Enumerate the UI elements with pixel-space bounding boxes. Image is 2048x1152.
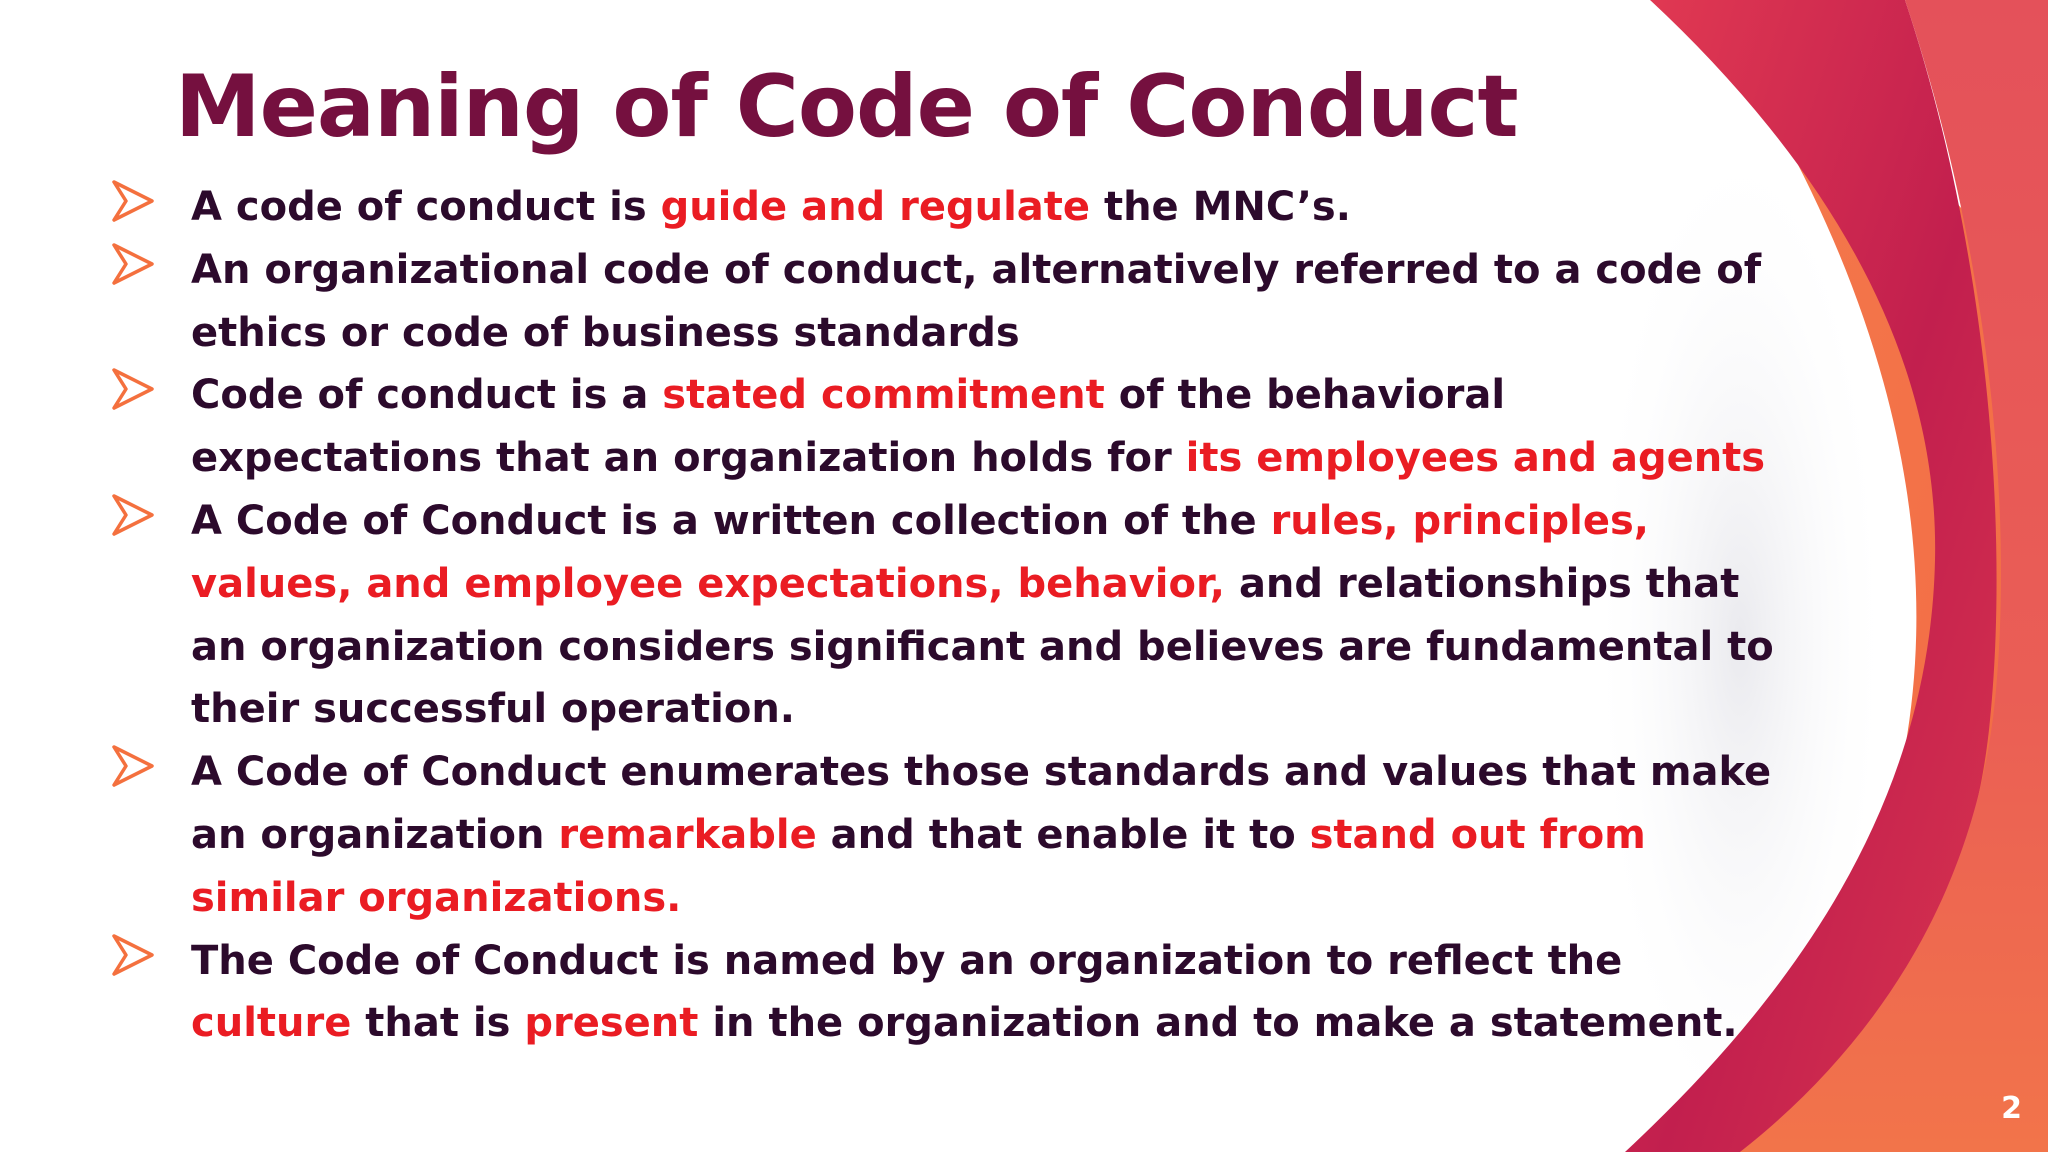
highlighted-text: remarkable [558,811,817,858]
arrow-bullet-icon [110,743,156,789]
highlighted-text: stand out from similar organizations. [191,811,1646,921]
bullet-text: The Code of Conduct is named by an organization to reflect the [191,937,1623,984]
list-item [0,930,1791,1056]
highlighted-text: stated commitment [662,372,1105,419]
bullet-text: A code of conduct is [191,184,661,230]
page-title: Meaning of Code of Conduct [175,57,1518,157]
arrow-bullet-icon [110,366,156,412]
slide-number: 2 [2001,1091,2022,1126]
bullet-text: in the organization and to make a statement. [698,1000,1738,1047]
bullet-text: that is [351,1000,525,1047]
arrow-bullet-icon [110,178,156,224]
bullet-text: and relationships that an organization considers significant and believes are fundamental to their successful operation. [191,560,1774,733]
highlighted-text: culture [191,1000,352,1047]
bullet-text: and that enable it to [816,811,1310,858]
list-item [0,490,1791,741]
highlighted-text: guide and regulate [660,184,1091,230]
bullet-text: the MNC’s. [1090,184,1351,230]
bullet-text: A Code of Conduct enumerates those standards and values that make an organization [191,749,1772,858]
highlighted-text: rules, principles, values, and employee expectations, behavior, [191,497,1649,607]
list-item [0,239,1791,365]
bullet-list [0,176,1800,1055]
highlighted-text: its employees and agents [1185,435,1766,482]
bullet-text: An organizational code of conduct, alternatively referred to a code of ethics or code of business standards [191,246,1762,356]
bullet-text: of the behavioral expectations that an organization holds for [191,372,1506,482]
list-item [0,176,1791,239]
arrow-bullet-icon [110,492,156,538]
bullet-text: Code of conduct is a [191,372,663,419]
list-item [0,741,1791,929]
list-item [0,364,1791,490]
arrow-bullet-icon [110,241,156,287]
bullet-text: A Code of Conduct is a written collection of the [191,497,1271,544]
arrow-bullet-icon [110,932,156,978]
highlighted-text: present [524,1000,699,1047]
